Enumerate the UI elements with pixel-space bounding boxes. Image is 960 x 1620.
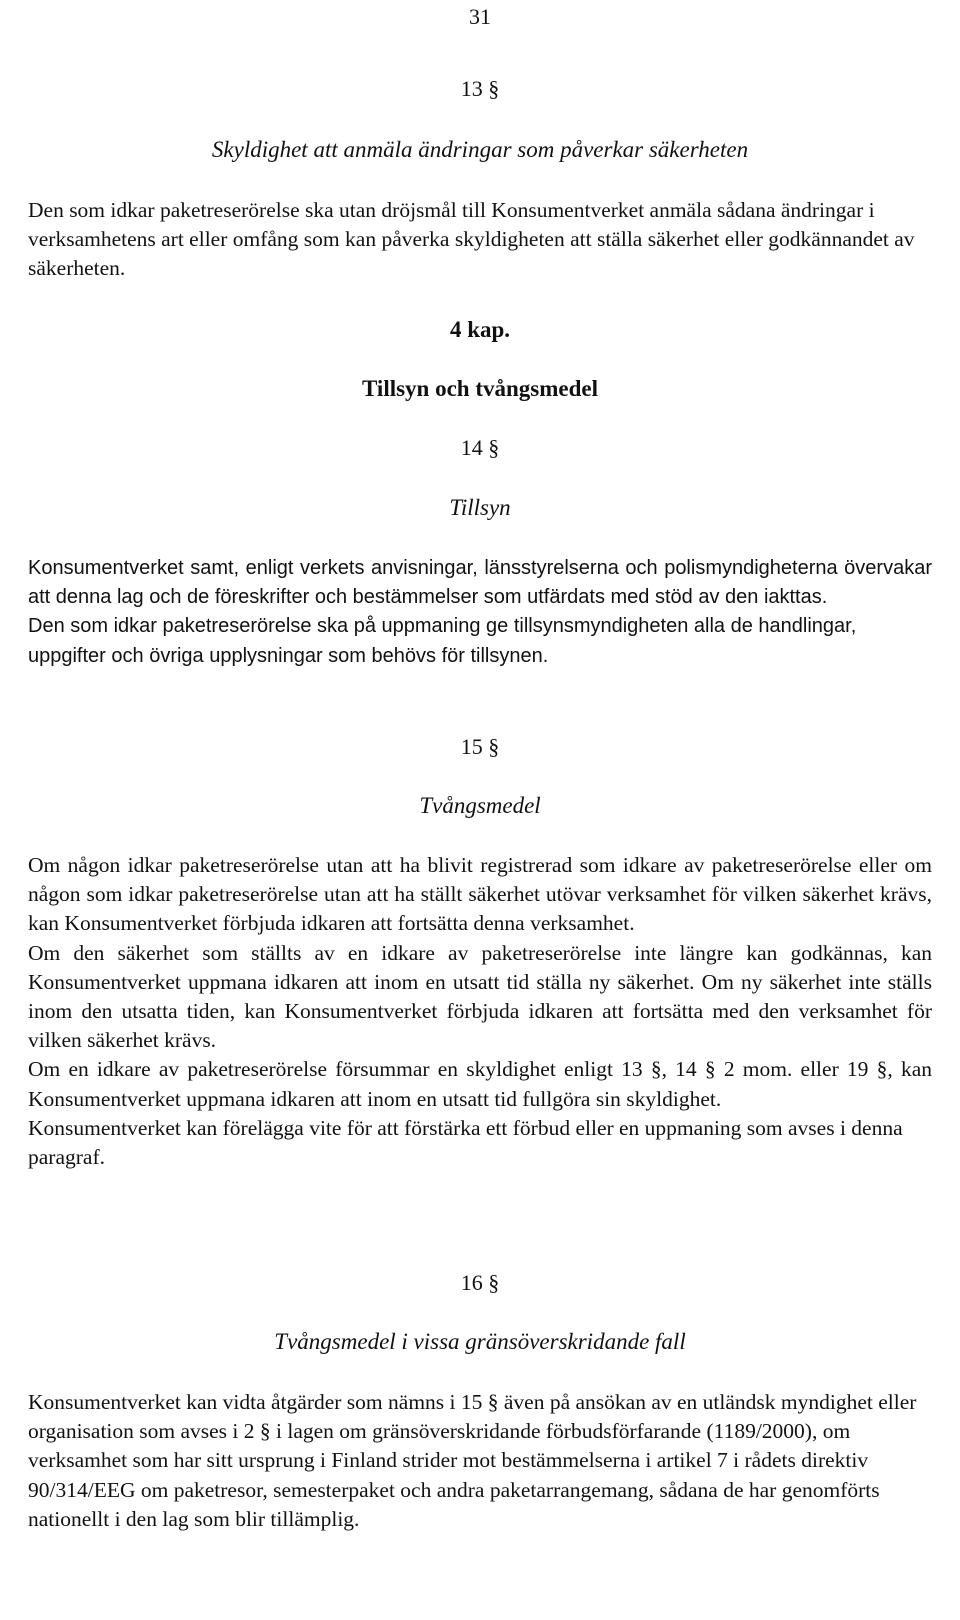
section-16-number: 16 § [460,1270,500,1295]
section-14-title: Tillsyn [449,495,511,520]
section-13-title: Skyldighet att anmäla ändringar som påverkar säkerheten [211,137,749,162]
section-14-body [28,554,932,671]
section-14-number: 14 § [460,435,500,460]
section-15-paragraph-1: Om någon idkar paketreserörelse utan att ha blivit registrerad som idkare av paketreserörelse eller om någon som idkar paketreserörelse utan att ha ställt säkerhet utövar verksamhet för vilken säkerhet krävs, kan Konsumentverket förbjuda idkaren att fortsätta denna verksamhet. [28,853,932,936]
section-13-paragraph: Den som idkar paketreserörelse ska utan dröjsmål till Konsumentverket anmäla sådana ändringar i verksamhetens art eller omfång som kan påverka skyldigheten att ställa säkerhet eller godkännandet av säkerheten. [28,198,915,281]
section-13-number: 13 § [460,76,500,101]
section-15-body [28,851,932,1172]
section-15-paragraph-4: Konsumentverket kan förelägga vite för att förstärka ett förbud eller en uppmaning som avses i denna paragraf. [28,1115,903,1170]
chapter-number: 4 kap. [449,317,511,342]
section-16-body [28,1388,932,1534]
section-15-title: Tvångsmedel [419,793,541,818]
page-number: 31 [469,4,491,29]
section-14-paragraph-2: Den som idkar paketreserörelse ska på uppmaning ge tillsynsmyndigheten alla de handlingar, uppgifter och övriga upplysningar som behövs för tillsynen. [28,615,857,667]
section-15-paragraph-2: Om den säkerhet som ställts av en idkare av paketreserörelse inte längre kan godkännas, kan Konsumentverket uppmana idkaren att inom en utsatt tid ställa ny säkerhet. Om ny säkerhet inte ställs inom den utsatta tiden, kan Konsumentverket förbjuda idkaren att fortsätta med den verksamhet för vilken säkerhet krävs. [28,940,932,1053]
section-14-paragraph-1: Konsumentverket samt, enligt verkets anvisningar, länsstyrelserna och polismyndigheterna övervakar att denna lag och de föreskrifter och bestämmelser som utfärdats med stöd av den iakttas. [28,557,932,609]
section-13-body [28,196,932,284]
section-15-paragraph-3: Om en idkare av paketreserörelse försummar en skyldighet enligt 13 §, 14 § 2 mom. eller 19 §, kan Konsumentverket uppmana idkaren att inom en utsatt tid fullgöra sin skyldighet. [28,1057,932,1111]
section-16-paragraph: Konsumentverket kan vidta åtgärder som nämns i 15 § även på ansökan av en utländsk myndighet eller organisation som avses i 2 § i lagen om gränsöverskridande förbudsförfarande (1189/2000), om verksamhet som har sitt ursprung i Finland strider mot bestämmelserna i artikel 7 i rådets direktiv 90/314/EEG om paketresor, semesterpaket och andra paketarrangemang, sådana de har genomförts nationellt i den lag som blir tillämplig. [28,1390,917,1531]
chapter-title: Tillsyn och tvångsmedel [362,376,598,401]
section-16-title: Tvångsmedel i vissa gränsöverskridande fall [274,1329,686,1354]
section-15-number: 15 § [460,734,500,759]
